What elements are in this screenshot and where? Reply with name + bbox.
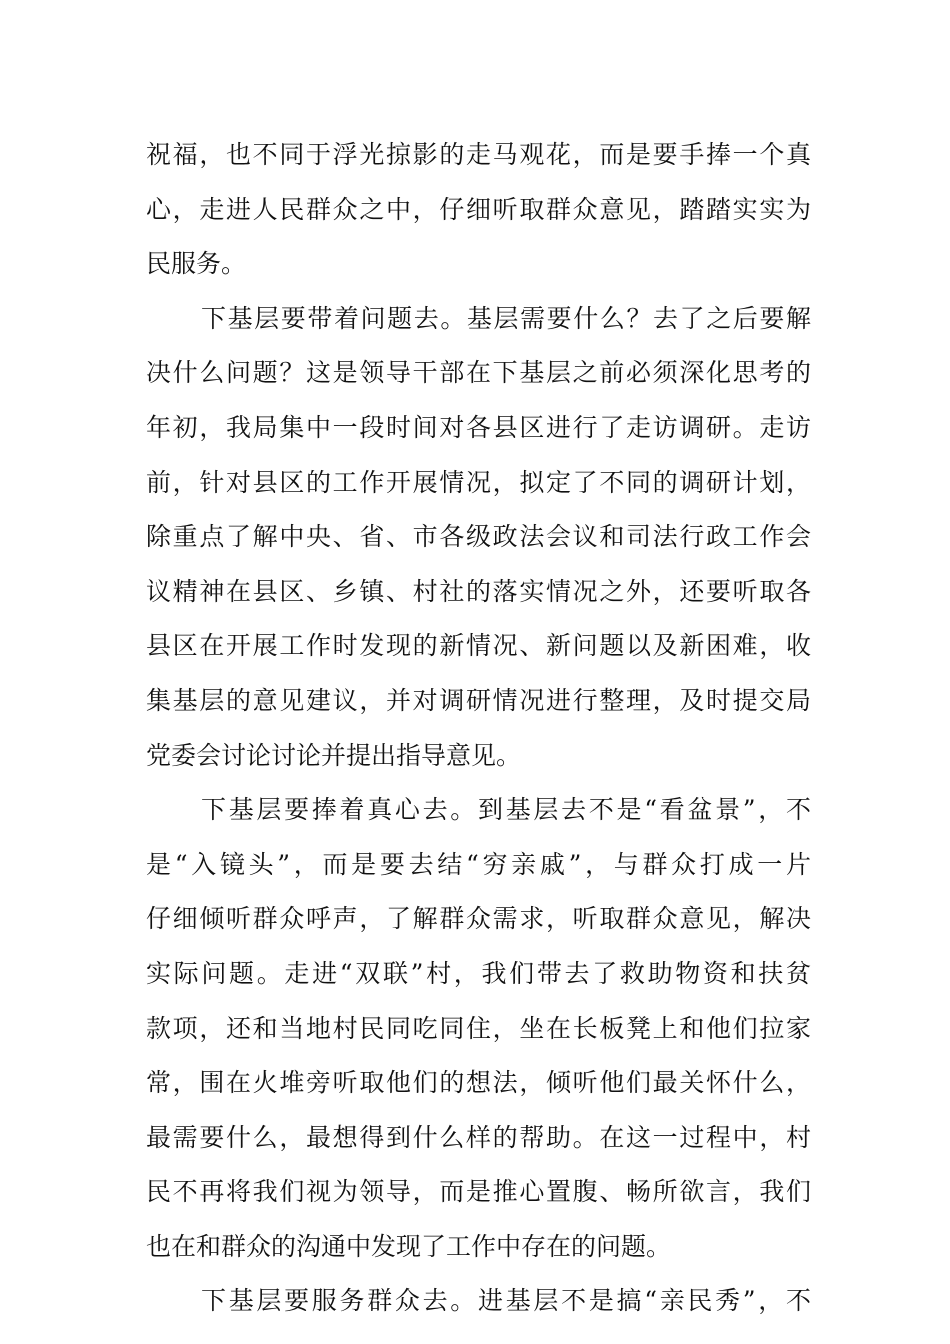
text-line: 民服务。 xyxy=(146,249,247,279)
text-line: 是“入镜头”，而是要去结“穷亲戚”，与群众打成一片 xyxy=(146,849,811,879)
paragraph-with-problems xyxy=(146,292,811,783)
text-line: 年初，我局集中一段时间对各县区进行了走访调研。走访 xyxy=(146,412,811,442)
text-line: 心，走进人民群众之中，仔细听取群众意见，踏踏实实为 xyxy=(146,194,811,224)
text-line: 下基层要带着问题去。基层需要什么？去了之后要解 xyxy=(201,303,811,333)
text-line: 下基层要服务群众去。进基层不是搞“亲民秀”，不 xyxy=(201,1286,811,1316)
text-line: 款项，还和当地村民同吃同住，坐在长板凳上和他们拉家 xyxy=(146,1013,811,1043)
text-line: 下基层要捧着真心去。到基层去不是“看盆景”，不 xyxy=(201,795,811,825)
text-line: 实际问题。走进“双联”村，我们带去了救助物资和扶贫 xyxy=(146,958,811,988)
document-body xyxy=(146,128,811,1329)
text-line: 县区在开展工作时发现的新情况、新问题以及新困难，收 xyxy=(146,631,811,661)
text-line: 也在和群众的沟通中发现了工作中存在的问题。 xyxy=(146,1231,672,1261)
text-line: 除重点了解中央、省、市各级政法会议和司法行政工作会 xyxy=(146,522,811,552)
text-line: 议精神在县区、乡镇、村社的落实情况之外，还要听取各 xyxy=(146,576,811,606)
paragraph-continuation xyxy=(146,128,811,292)
text-line: 最需要什么，最想得到什么样的帮助。在这一过程中，村 xyxy=(146,1122,811,1152)
text-line: 党委会讨论讨论并提出指导意见。 xyxy=(146,740,522,770)
text-line: 祝福，也不同于浮光掠影的走马观花，而是要手捧一个真 xyxy=(146,140,811,169)
text-line: 决什么问题？这是领导干部在下基层之前必须深化思考的 xyxy=(146,358,811,388)
text-line: 前，针对县区的工作开展情况，拟定了不同的调研计划， xyxy=(146,467,811,497)
paragraph-serve-people xyxy=(146,1274,811,1329)
text-line: 民不再将我们视为领导，而是推心置腹、畅所欲言，我们 xyxy=(146,1177,811,1207)
text-line: 仔细倾听群众呼声，了解群众需求，听取群众意见，解决 xyxy=(146,904,811,934)
text-line: 集基层的意见建议，并对调研情况进行整理，及时提交局 xyxy=(146,685,811,715)
text-line: 常，围在火堆旁听取他们的想法，倾听他们最关怀什么， xyxy=(146,1068,811,1098)
paragraph-with-sincerity xyxy=(146,783,811,1274)
